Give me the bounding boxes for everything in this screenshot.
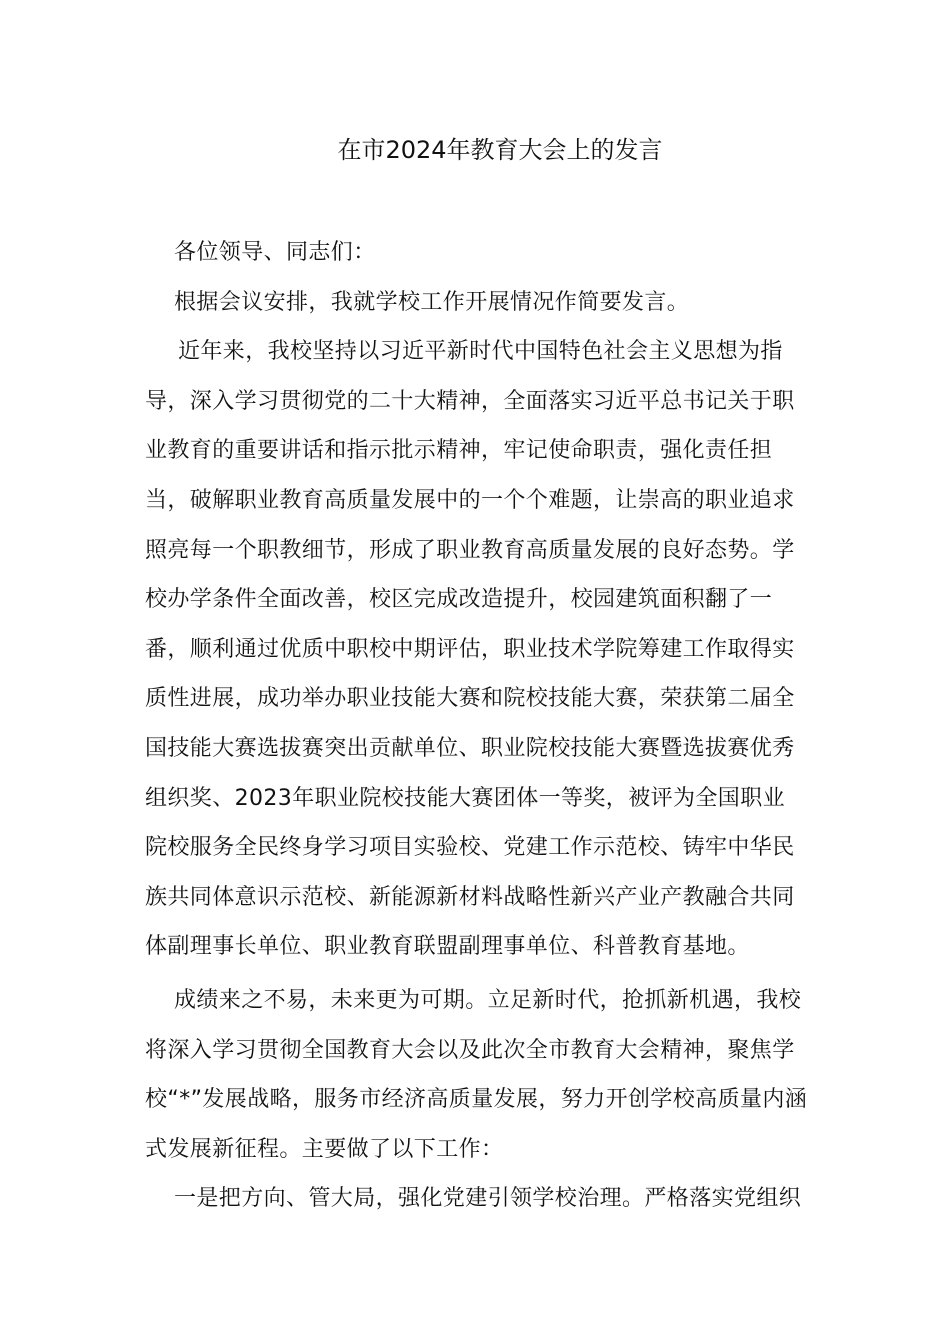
- paragraph-line: 校办学条件全面改善，校区完成改造提升，校园建筑面积翻了一: [145, 587, 773, 613]
- paragraph-line: 导，深入学习贯彻党的二十大精神，全面落实习近平总书记关于职: [145, 388, 795, 414]
- paragraph-line: 族共同体意识示范校、新能源新材料战略性新兴产业产教融合共同: [145, 884, 795, 910]
- paragraph-line: 当，破解职业教育高质量发展中的一个个难题，让崇高的职业追求: [145, 487, 795, 513]
- document-title: 在市2024年教育大会上的发言: [337, 136, 663, 164]
- paragraph-line: 番，顺利通过优质中职校中期评估，职业技术学院筹建工作取得实: [145, 636, 795, 662]
- paragraph-line: 国技能大赛选拔赛突出贡献单位、职业院校技能大赛暨选拔赛优秀: [145, 735, 795, 761]
- paragraph-line: 校“*”发展战略，服务市经济高质量发展，努力开创学校高质量内涵: [145, 1087, 808, 1113]
- paragraph-line: 将深入学习贯彻全国教育大会以及此次全市教育大会精神，聚焦学: [145, 1037, 795, 1063]
- salutation-line: 各位领导、同志们：: [174, 240, 376, 265]
- paragraph-line: 质性进展，成功举办职业技能大赛和院校技能大赛，荣获第二届全: [145, 686, 795, 712]
- paragraph-line: 根据会议安排，我就学校工作开展情况作简要发言。: [174, 289, 690, 315]
- paragraph-line: 体副理事长单位、职业教育联盟副理事单位、科普教育基地。: [145, 934, 750, 960]
- document-body: [145, 228, 810, 1224]
- paragraph-line: 照亮每一个职教细节，形成了职业教育高质量发展的良好态势。学: [145, 537, 795, 563]
- paragraph-line: 式发展新征程。主要做了以下工作：: [145, 1136, 504, 1162]
- paragraph-line: 院校服务全民终身学习项目实验校、党建工作示范校、铸牢中华民: [145, 835, 795, 861]
- paragraph-line: 一是把方向、管大局，强化党建引领学校治理。严格落实党组织: [174, 1186, 802, 1212]
- paragraph-line: 组织奖、2023年职业院校技能大赛团体一等奖，被评为全国职业: [145, 785, 785, 811]
- paragraph-line: 业教育的重要讲话和指示批示精神，牢记使命职责，强化责任担: [145, 438, 773, 464]
- paragraph-line: 成绩来之不易，未来更为可期。立足新时代，抢抓新机遇，我校: [174, 987, 802, 1013]
- paragraph-line: 近年来，我校坚持以习近平新时代中国特色社会主义思想为指: [178, 339, 783, 365]
